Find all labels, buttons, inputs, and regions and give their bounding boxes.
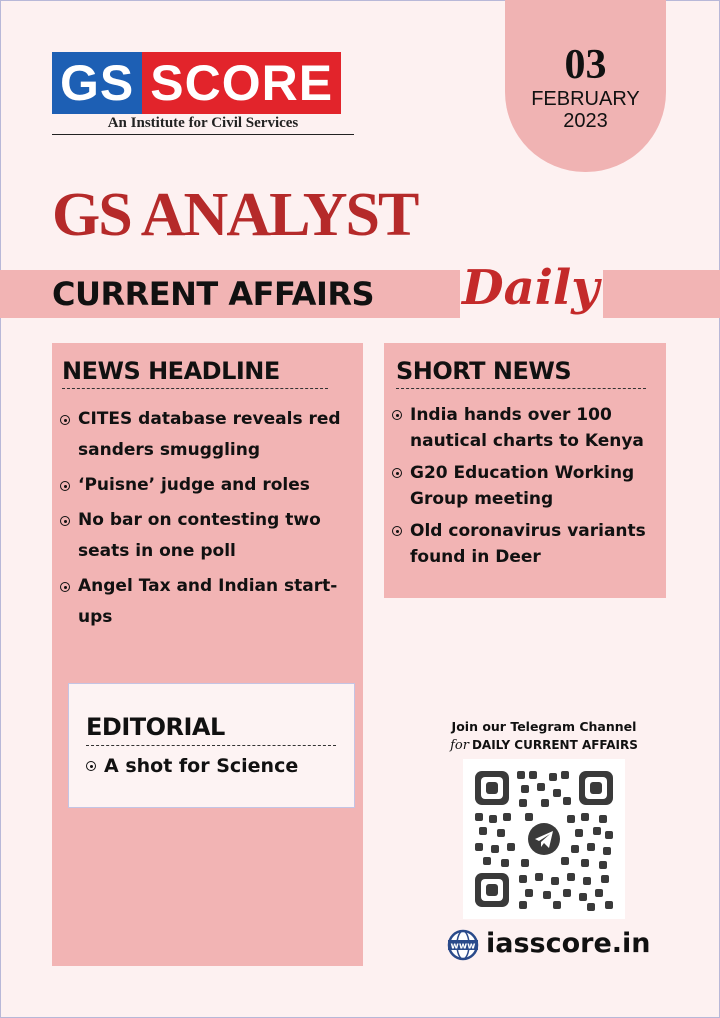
news-item-text: ‘Puisne’ judge and roles: [78, 475, 310, 495]
short-news-item[interactable]: [392, 460, 660, 512]
editorial-list: [86, 753, 346, 779]
editorial-heading: EDITORIAL: [86, 713, 225, 741]
bullet-icon: [60, 516, 70, 526]
short-news-list: [392, 402, 660, 576]
telegram-qr-code[interactable]: [463, 759, 625, 919]
date-day: 03: [564, 42, 607, 88]
short-news-item[interactable]: [392, 402, 660, 454]
news-headline-list: [60, 404, 350, 637]
date-year: 2023: [563, 110, 608, 132]
qr-code-icon: [463, 759, 625, 919]
short-news-heading: SHORT NEWS: [396, 357, 572, 385]
telegram-join-text: Join our Telegram Channel: [451, 719, 637, 734]
bullet-icon: [60, 415, 70, 425]
news-headline-heading: NEWS HEADLINE: [62, 357, 280, 385]
telegram-daily-text: DAILY CURRENT AFFAIRS: [471, 738, 638, 752]
logo-gs-text: GS: [52, 52, 142, 114]
bullet-icon: [392, 468, 402, 478]
editorial-divider: [86, 745, 336, 746]
www-icon-text: www: [450, 941, 476, 952]
date-tab: [505, 0, 666, 172]
telegram-channel-text: [430, 737, 658, 754]
bullet-icon: [60, 582, 70, 592]
news-item[interactable]: [60, 404, 350, 466]
news-item[interactable]: [60, 571, 350, 633]
banner-daily-accent: Daily: [462, 260, 600, 316]
bullet-icon: [86, 761, 96, 771]
news-item[interactable]: [60, 470, 350, 501]
short-news-item[interactable]: [392, 518, 660, 570]
news-item-text: Angel Tax and Indian start-ups: [78, 576, 338, 627]
short-news-divider: [396, 388, 646, 389]
bullet-icon: [60, 481, 70, 491]
website-link[interactable]: iasscore.in: [486, 928, 651, 959]
logo-score-text: SCORE: [142, 52, 341, 114]
date-month: FEBRUARY: [531, 88, 640, 110]
short-news-item-text: Old coronavirus variants found in Deer: [410, 521, 646, 567]
news-item-text: CITES database reveals red sanders smuggling: [78, 409, 341, 460]
news-headline-divider: [62, 388, 328, 389]
bullet-icon: [392, 410, 402, 420]
short-news-item-text: G20 Education Working Group meeting: [410, 463, 635, 509]
news-item[interactable]: [60, 505, 350, 567]
telegram-for-text: for: [450, 738, 469, 753]
logo-tagline: An Institute for Civil Services: [52, 114, 354, 135]
gs-score-logo[interactable]: [52, 52, 341, 114]
page-title: GS ANALYST: [52, 181, 418, 249]
news-item-text: No bar on contesting two seats in one poll: [78, 510, 321, 561]
banner-band-right: [603, 270, 720, 318]
bullet-icon: [392, 526, 402, 536]
www-globe-icon: [447, 929, 479, 961]
banner-text: CURRENT AFFAIRS: [52, 275, 375, 313]
editorial-item-text: A shot for Science: [104, 755, 299, 777]
editorial-item[interactable]: [86, 753, 346, 779]
short-news-item-text: India hands over 100 nautical charts to Kenya: [410, 405, 644, 451]
